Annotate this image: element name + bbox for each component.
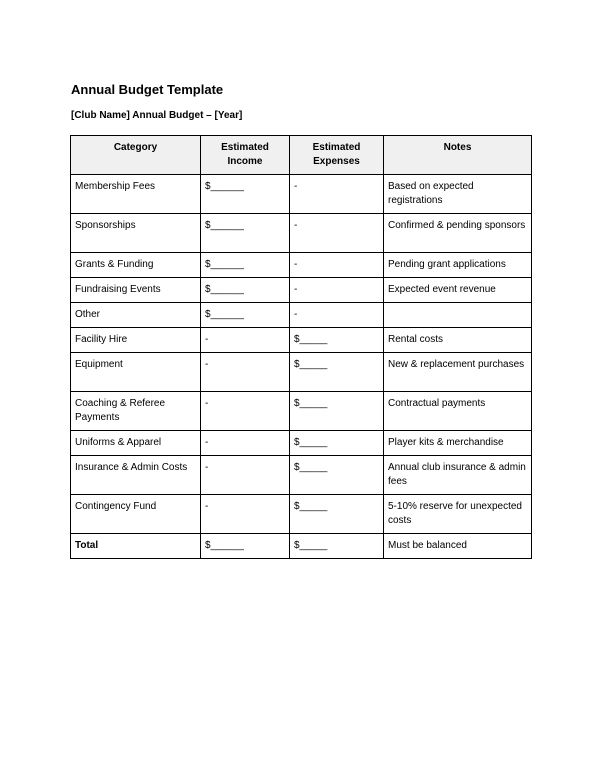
cell-income: -: [201, 456, 290, 495]
cell-category: Facility Hire: [71, 328, 201, 353]
cell-notes: 5-10% reserve for unexpected costs: [384, 495, 532, 534]
cell-notes: Expected event revenue: [384, 278, 532, 303]
cell-notes: New & replacement purchases: [384, 353, 532, 392]
cell-expenses: $_____: [290, 495, 384, 534]
budget-table: [70, 135, 532, 559]
cell-notes: Rental costs: [384, 328, 532, 353]
table-row-total: [71, 534, 532, 559]
cell-category: Grants & Funding: [71, 253, 201, 278]
cell-expenses: $_____: [290, 431, 384, 456]
cell-category: Other: [71, 303, 201, 328]
cell-category: Fundraising Events: [71, 278, 201, 303]
cell-category: Equipment: [71, 353, 201, 392]
table-row: [71, 214, 532, 253]
cell-expenses: -: [290, 214, 384, 253]
header-estimated-income: Estimated Income: [201, 136, 290, 175]
cell-income: $______: [201, 278, 290, 303]
cell-income: $______: [201, 214, 290, 253]
header-estimated-expenses: Estimated Expenses: [290, 136, 384, 175]
table-header-row: [71, 136, 532, 175]
cell-category: Uniforms & Apparel: [71, 431, 201, 456]
document-title: Annual Budget Template: [71, 82, 224, 97]
cell-expenses: $_____: [290, 534, 384, 559]
cell-notes: [384, 303, 532, 328]
table-row: [71, 278, 532, 303]
cell-income: $______: [201, 303, 290, 328]
cell-category: Membership Fees: [71, 175, 201, 214]
cell-income: $______: [201, 253, 290, 278]
table-row: [71, 431, 532, 456]
cell-income: -: [201, 353, 290, 392]
table-row: [71, 303, 532, 328]
cell-expenses: $_____: [290, 353, 384, 392]
cell-income: -: [201, 495, 290, 534]
cell-expenses: -: [290, 175, 384, 214]
cell-category: Sponsorships: [71, 214, 201, 253]
table-row: [71, 328, 532, 353]
cell-notes: Based on expected registrations: [384, 175, 532, 214]
cell-income: $______: [201, 175, 290, 214]
table-row: [71, 253, 532, 278]
cell-expenses: -: [290, 278, 384, 303]
cell-expenses: $_____: [290, 392, 384, 431]
cell-category: Contingency Fund: [71, 495, 201, 534]
header-notes: Notes: [384, 136, 532, 175]
cell-notes: Player kits & merchandise: [384, 431, 532, 456]
table-row: [71, 392, 532, 431]
cell-category: Coaching & Referee Payments: [71, 392, 201, 431]
cell-income: -: [201, 328, 290, 353]
table-row: [71, 495, 532, 534]
cell-notes: Must be balanced: [384, 534, 532, 559]
cell-notes: Pending grant applications: [384, 253, 532, 278]
cell-expenses: -: [290, 253, 384, 278]
cell-income: -: [201, 431, 290, 456]
table-row: [71, 353, 532, 392]
cell-category: Total: [71, 534, 201, 559]
table-row: [71, 175, 532, 214]
document-subtitle: [Club Name] Annual Budget – [Year]: [71, 110, 243, 121]
cell-notes: Annual club insurance & admin fees: [384, 456, 532, 495]
cell-expenses: $_____: [290, 456, 384, 495]
cell-income: -: [201, 392, 290, 431]
cell-income: $______: [201, 534, 290, 559]
cell-notes: Contractual payments: [384, 392, 532, 431]
cell-expenses: $_____: [290, 328, 384, 353]
cell-expenses: -: [290, 303, 384, 328]
cell-category: Insurance & Admin Costs: [71, 456, 201, 495]
header-category: Category: [71, 136, 201, 175]
cell-notes: Confirmed & pending sponsors: [384, 214, 532, 253]
table-row: [71, 456, 532, 495]
